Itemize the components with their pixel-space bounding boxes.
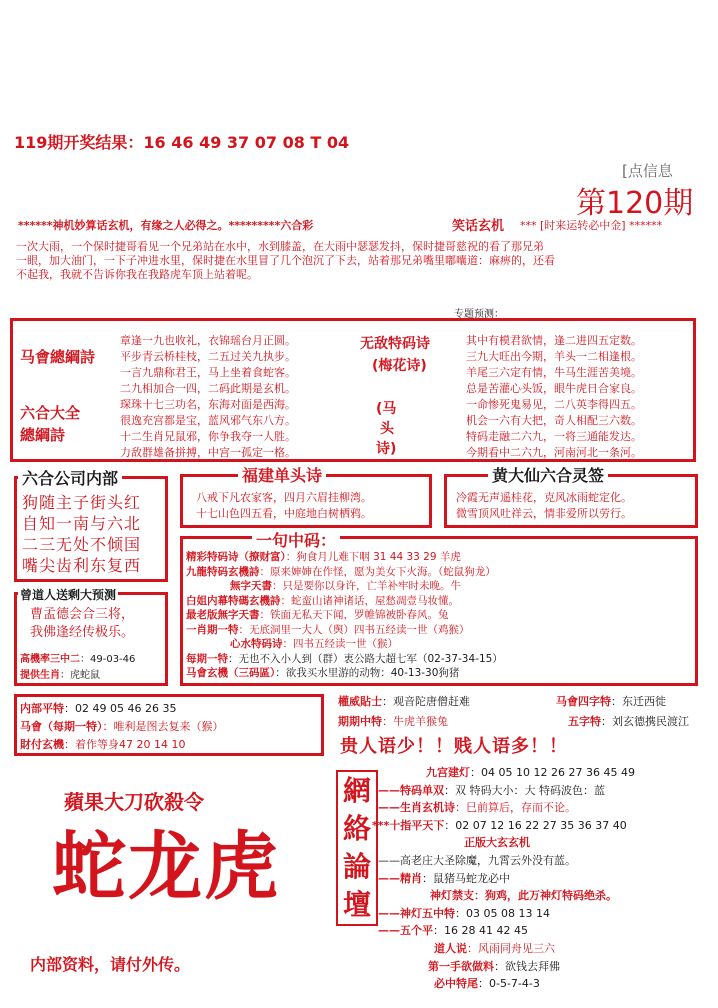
company-title: 六合公司内部 xyxy=(18,466,122,489)
mid-title-b: (梅花诗) xyxy=(372,358,427,374)
poem-left: 章逢一九也收礼，衣锦瑶台月正圆。 平步青云桥桂枝，二五过关九执步。 一言九鼎称君王，马上坐着食蛇客。 二九相加合一四，二码此期是玄机。 琛珠十七三功名，东海对面是西海。 很逸充宫都是宝，蓝风邪气东八方。 十二生肖兄鼠邪，你争我夺一人胜。 力敌群雄备拼搏，中宫一孤定一格。 xyxy=(120,334,296,459)
forum-vertical-title: 網 絡 論 壇 xyxy=(336,770,378,926)
fujian-lines: 八戒下凡农家客，四月六眉挂柳湾。 十七山色四五看，中庭地白树栖鸦。 xyxy=(196,491,372,520)
results-line: 119期开奖结果：16 46 49 37 07 08 T 04 xyxy=(14,133,350,152)
label-liuhe-b: 總綱詩 xyxy=(20,426,66,444)
knife-title: 蘋果大刀砍殺令 xyxy=(64,790,204,814)
fujian-title: 福建单头诗 xyxy=(238,463,326,486)
slogan-left: ******神机妙算话玄机，有缘之人必得之。*********六合彩 xyxy=(18,219,314,232)
slogan-right-title: 笑话玄机 xyxy=(452,219,505,234)
jushuma-rows: 精彩特码诗（撩财富）：狗食月儿难下咽 31 44 33 29 羊虎 九龍特码玄機詩：原来婶婶在作怪，愿为美女下火海。（蛇鼠狗龙） 無字天書：只是要你以身许，亡羊补牢时未晚。牛 白姐内幕特碼玄機詩：蛇蛮山诸神诸话，屋愁凋壹马妆懂。 最老版無字天書：铁面无私天下闻，罗帷锦被卧春风。兔 一肖期一特：无底洞里一大人（舆）四书五经读一世（鸡猴） 心水特码诗：四书五经读一世（猴） 每期一特：无也不入小人到（群）衷公路大超七军（02-37-34-15） 马會玄機（三码區）：欲我买水里游的动物：40-13-30狗猪 xyxy=(186,551,503,679)
joke-story: 一次大雨，一个保时捷哥看见一个兄弟站在水中，水到膝盖，在大雨中瑟瑟发抖，保时捷哥慈祝的看了那兄弟 一眼，加大油门，一下子冲进水里，保时捷在水里冒了几个泡沉了下去，站着那兄弟嘴里嘟囔道：麻痹的，还看 不起我，我就不告诉你我在我路虎车顶上站着呢。 xyxy=(16,240,555,281)
mid-title-e: 诗) xyxy=(376,441,397,457)
jushuma-title: 一句中码： xyxy=(252,528,340,551)
logo-text: [点信息 xyxy=(622,162,673,180)
mid-title-c: (马 xyxy=(376,401,397,417)
legend-title: 曾道人送剩大预测 xyxy=(20,588,117,602)
label-liuhe-a: 六合大全 xyxy=(20,404,81,422)
legend-lines: 曹孟德会合三将， 我佛逢经传极乐。 xyxy=(30,607,135,640)
tips-banner: 贵人语少！！贱人语多！！ xyxy=(340,736,568,757)
label-mahui-poem: 马會總綱詩 xyxy=(20,348,96,366)
mid-title-d: 头 xyxy=(380,421,394,437)
period-title: 第120期 xyxy=(576,186,694,221)
internal-footer: 内部资料，请付外传。 xyxy=(30,955,191,974)
wong-lines: 冷霞无声遥桂花，克风冰雨蛇定化。 微雪顶风吐祥云，情非爱所以劳行。 xyxy=(456,491,632,520)
slogan-right-sub: *** [时来运转必中金] ****** xyxy=(520,219,663,232)
forum-rows: 九宫建灯：04 05 10 12 26 27 36 45 49 ——特码单双：双 特码大小：大 特码波色：蓝 ——生肖玄机诗：巳前算后，存而不论。 ***十指平天下：02 07 12 16 22 27 35 36 37 40 正版大玄玄机 ——高老庄大圣除魔，九霄云外没有蓝。 ——精肖：鼠猪马蛇龙必中 神灯禁支：狗鸡，此万神灯特码绝杀。 ——神灯五中特：03 05 08 13 14 ——五个平：16 28 41 42 45 道人说：风雨同舟见三六 第一手欲做料：欲钱去拜佛 必中特尾：0-5-7-4-3 xyxy=(372,766,635,991)
forecast-label: 专题预测： xyxy=(454,309,504,320)
big-zodiac-text: 蛇龙虎 xyxy=(52,824,280,910)
poem-right: 其中有模君欲情，逢二进四五定数。 三九大旺出今期，羊头一二相逢根。 羊尾三六定有情，牛马生涯苦美境。 总是苦灌心头饭，眼牛虎日合家良。 一命惨死鬼易见，二八英李得四五。 机会一六有大把，奇人相配三六数。 特码走融二六九，一将三通能发达。 今期看中二六九，河南河北一条河。 xyxy=(466,334,642,459)
inner-rows: 内部平特：02 49 05 46 26 35 马會（每期一特）：唯利是图去复来（猴） 財付玄機：着作等身47 20 14 10 xyxy=(20,702,224,751)
legend-rows: 高機率三中二：49-03-46 提供生肖：虎蛇鼠 xyxy=(20,654,136,681)
company-lines: 狗随主子街头红 自知一南与六北 二三无处不倾国 嘴尖齿利东复西 xyxy=(22,493,142,575)
mid-title-a: 无敌特码诗 xyxy=(360,336,430,352)
tips-left: 權威貼士：观音陀唐僧赶难 期期中特：牛虎羊猴兔 xyxy=(338,695,470,728)
tips-right: 马會四字特：东迁西徙 五字特：刘玄德携民渡江 xyxy=(556,695,689,728)
wong-title: 黄大仙六合灵签 xyxy=(488,463,608,486)
